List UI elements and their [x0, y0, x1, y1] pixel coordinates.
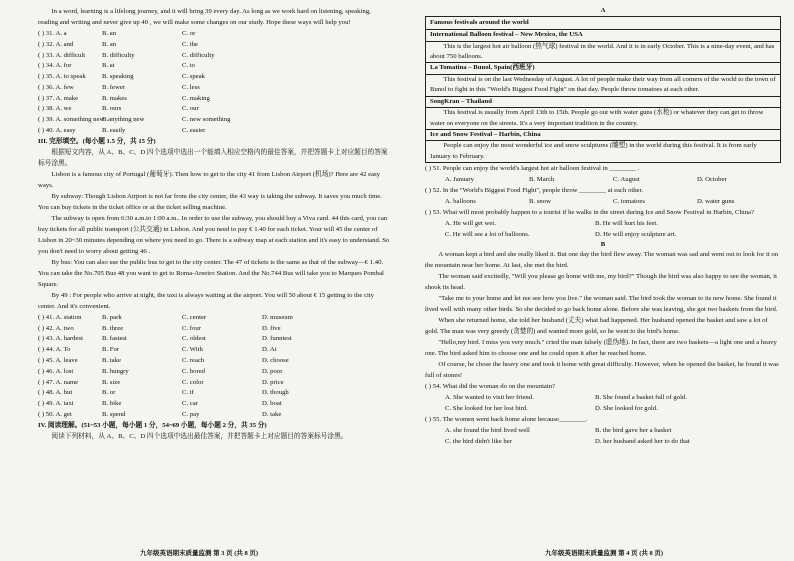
choice-row: ( ) 31. A. a B. an C. or — [38, 29, 196, 37]
choice-row: ( ) 37. A. make B. makes C. making — [38, 94, 210, 102]
festivals-box — [425, 16, 781, 163]
question-51: ( ) 51. People can enjoy the world's largest hot air balloon festival in ________ . — [425, 165, 640, 173]
festival-body: This is the largest hot air balloon (热气球) festival in the world. And it is in early October. This is a nine-day event, and has about 750 balloons. — [430, 42, 775, 60]
festival-body: This festival is on the last Wednesday of August. A lot of people make their way from all corners of the world to the town of Bunol to fight in this "World's Biggest Food Fight" on that day. People throw tomatoes at each other. — [430, 75, 776, 94]
choices-41-50 — [38, 312, 390, 420]
passage-paragraph: By bus: You can also use the public bus to get to the city center. The 47 of tickets is the same as that of the subway—€ 1.40. You can take the No.705 Bus 48 you want to get to Roma-Areeiro Station. And the No.744 Bus will take you to Marques Pombal Square. — [38, 258, 384, 288]
story-paragraph: "Take me to your home and let me see how you live." the woman said. The bird took the woman to its new home. She found it lived well with many other birds. So she decided to go back home alone. Before she was leaving, she got two baskets from the bird. — [425, 295, 778, 314]
question-51-options: A. January B. March C. August D. October — [445, 176, 727, 184]
festival-body: People can enjoy the most wonderful ice and snow sculptures (雕塑) in the world during this festival. It is from early January to February. — [430, 142, 757, 160]
choice-row: ( ) 35. A. to speak B. speaking C. speak — [38, 73, 206, 81]
question-53-options: A. He will get wet. B. He will hurt his feet. — [445, 220, 658, 228]
choice-row: ( ) 47. A. name B. size C. color D. price — [38, 378, 284, 386]
choice-row: ( ) 32. A. and B. an C. the — [38, 40, 198, 48]
section-4-instructions: 阅读下列材料，从 A、B、C、D 四个选项中选出最佳答案，并把答题卡上对应题目的答案标号涂黑。 — [51, 432, 348, 440]
choice-row: ( ) 38. A. we B. ours C. our — [38, 105, 199, 113]
choice-row: ( ) 50. A. get B. spend C. pay D. take — [38, 411, 282, 419]
choice-row: ( ) 49. A. taxi B. bike C. car D. boat — [38, 400, 282, 408]
festival-body: This festival is usually from April 13th to 15th. People go out with water guns (水枪) or whatever they can get to throw water on everyone on the streets. It's a very important tradition in the country. — [430, 109, 764, 127]
question-55: ( ) 55. The women went back home alone because________. — [425, 416, 588, 424]
intro-paragraph: In a word, learning is a lifelong journey, and it will bring 39 every day. As long as we work hard on listening, speaking, reading and writing and never give up 40 , we will make some changes on our study. Hope these ways will help you! — [38, 8, 371, 26]
page-3 — [38, 6, 390, 442]
passage-a-label: A — [600, 7, 606, 14]
section-4-heading: IV. 阅读理解。(51~53 小题，每小题 1 分，54~69 小题，每小题 2 分，共 35 分) — [38, 421, 267, 429]
choice-row: ( ) 46. A. lost B. hungry C. bored D. poor — [38, 367, 283, 375]
question-53: ( ) 53. What will most probably happen to a tourist if he walks in the street during Ice and Snow Festival in Harbin, China? — [425, 209, 754, 217]
story-paragraph: The woman said excitedly, "Will you please go home with me, my bird?" Though the bird was also happy to see the woman, it shook its head. — [425, 273, 777, 292]
festivals-box-title: Famous festivals around the world — [426, 17, 780, 30]
passage-paragraph: Lisbon is a famous city of Portugal (葡萄牙). Then how to get to the city 41 from Lisbon Airport (机场)? Here are 42 easy ways. — [38, 170, 380, 189]
choice-row: ( ) 45. A. leave B. take C. reach D. choose — [38, 357, 289, 365]
festival-heading: SongKran – Thailand — [426, 96, 780, 109]
question-52: ( ) 52. In the "World's Biggest Food Fight", people throw ________ at each other. — [425, 187, 644, 195]
passage-paragraph: The subway is open from 6:30 a.m.to 1:00 a.m.. In order to use the subway, you should buy a Viva card. 44 this card, you can buy tickets for all public transport (公共交通) in Lisbon. And you need to pay € 1.40 for each ticket. Your will 45 the center of Lisbon in 20~30 minutes depending on where you need to go. There is a subway map at each station and it's easy to understand. So you don't need to worry about getting 46 . — [38, 214, 390, 255]
choice-row: ( ) 41. A. station B. park C. center D. museum — [38, 313, 293, 321]
choice-row: ( ) 44. A. To B. For C. With D. At — [38, 346, 277, 354]
section-3-instructions: 根据短文内容，从 A、B、C、D 四个选项中选出一个能填入相应空格内的最佳答案，并把答题卡上对应题目的答案标号涂黑。 — [38, 148, 388, 167]
story-paragraph: A woman kept a bird and she really liked it. But one day the bird flew away. The woman was sad and went out to look for it on the mountain near her home. At last, she met the bird. — [425, 251, 779, 270]
question-52-options: A. balloons B. snow C. tomatoes D. water guns — [445, 198, 735, 206]
question-53-options: C. He will see a lot of balloons. D. He will enjoy sculpture art. — [445, 231, 677, 239]
passage-paragraph: By 49 : For people who arrive at night, the taxi is always waiting at the airport. You will 50 about € 15 getting to the city center. And it's convenient. — [38, 291, 375, 310]
choice-row: ( ) 36. A. few B. fewer C. less — [38, 83, 200, 91]
question-54-options: C. She looked for her lost bird. D. She looked for gold. — [445, 405, 658, 413]
choices-31-40 — [38, 28, 390, 136]
passage-b-label: B — [600, 241, 606, 249]
choice-row: ( ) 43. A. hardest B. fastest C. oldest D. funniest — [38, 335, 292, 343]
question-55-options: C. the bird didn't like her D. her husband asked her to do that — [445, 438, 690, 446]
story-paragraph: Of course, he chose the heavy one and took it home with great difficulty. However, when he opened the basket, he found it was full of stones! — [425, 361, 779, 380]
passage-paragraph: By subway: Though Lisbon Airport is not far from the city center, the 43 way is taking the subway. It saves you much time. You can buy tickets in the ticket office or at the ticket selling machine. — [38, 192, 382, 211]
choice-row: ( ) 33. A. difficult B. difficulty C. difficulty — [38, 51, 215, 59]
page-4-footer: 九年级英语期末质量监测 第 4 页 (共 8 页) — [545, 550, 664, 557]
festival-heading: Ice and Snow Festival – Harbin, China — [426, 129, 780, 142]
story-paragraph: "Hello,my bird. I miss you very much." cried the man falsely (虚伪地). In fact, there are two baskets—a light one and a heavy one. The bird asked him to choose one and he could open it after he reached home. — [425, 339, 777, 358]
choice-row: ( ) 39. A. something new B.anything new C. new something — [38, 116, 231, 124]
question-55-options: A. she found the bird lived well B. the bird gave her a basket — [445, 427, 672, 435]
choice-row: ( ) 40. A. easy B. easily C. easier — [38, 127, 206, 135]
page-4 — [425, 6, 781, 447]
festival-heading: La Tomatina – Bunol, Spain(西班牙) — [426, 62, 780, 75]
choice-row: ( ) 48. A. but B. or C. if D. though — [38, 389, 289, 397]
choice-row: ( ) 34. A. for B. at C. to — [38, 62, 196, 70]
question-54-options: A. She wanted to visit her friend. B. She found a basket full of gold. — [445, 394, 687, 402]
question-54: ( ) 54. What did the woman do on the mountain? — [425, 383, 556, 391]
section-3-heading: III. 完形填空。(每小题 1.5 分，共 15 分) — [38, 137, 156, 145]
page-3-footer: 九年级英语期末质量监测 第 3 页 (共 8 页) — [140, 550, 259, 557]
story-paragraph: When she returned home, she told her husband (丈夫) what had happened. Her husband opened the basket and saw a lot of gold. The man was very greedy (贪婪的) and wanted more gold, so he went to the bird's home. — [425, 317, 768, 336]
choice-row: ( ) 42. A. two B. three C. four D. five — [38, 324, 281, 332]
festival-heading: International Balloon festival – New Mexico, the USA — [426, 30, 780, 42]
